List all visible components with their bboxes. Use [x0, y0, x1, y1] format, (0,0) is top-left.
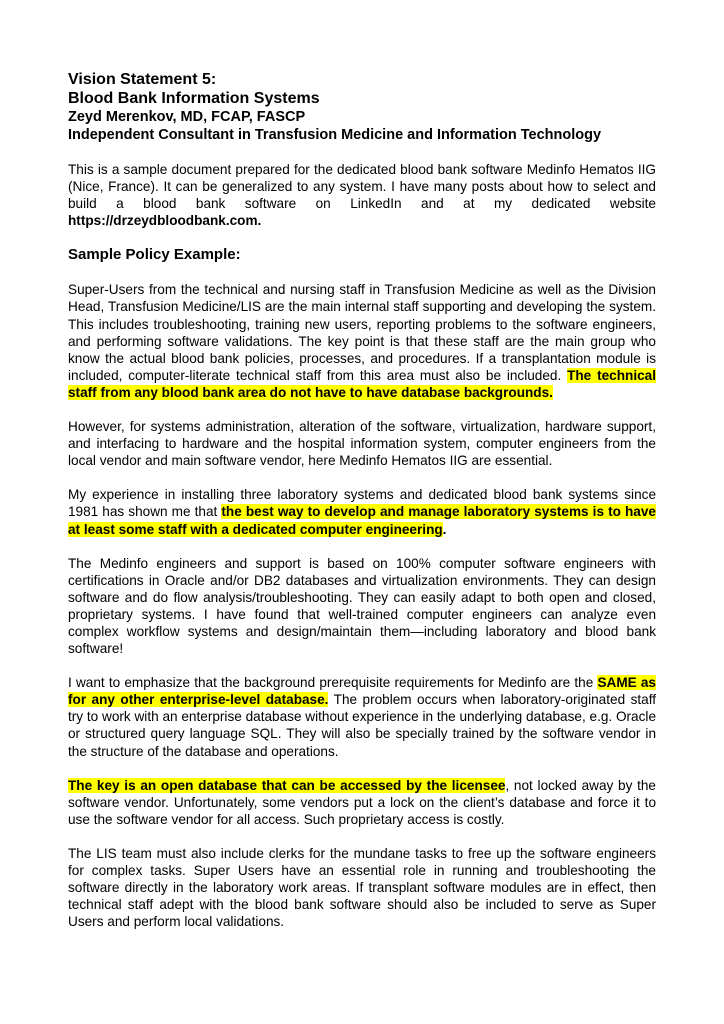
spacer — [68, 828, 656, 845]
spacer — [68, 229, 656, 246]
intro-text: This is a sample document prepared for the dedicated blood bank software Medinfo Hematos IIG (Nice, France). It can be generalized to any system. I have many posts about how to select and build a blood bank software on LinkedIn and at my dedicated website — [68, 162, 656, 212]
paragraph-tail: , not locked away by the software vendor. Unfortunately, some vendors put a lock on the client’s database and force it to use the software vendor for all access. Such proprietary access is costly. — [68, 777, 656, 827]
paragraph-systems-admin: However, for systems administration, alteration of the software, virtualization, hardware support, and interfacing to hardware and the hospital information system, computer engineers from the local vendor and main software vendor, here Medinfo Hematos IIG are essential. — [68, 419, 656, 469]
spacer — [68, 538, 656, 555]
spacer — [68, 264, 656, 281]
spacer — [68, 760, 656, 777]
highlighted-text: the best way to develop and manage laboratory systems is to have at least some staff with a dedicated computer engineering — [68, 504, 656, 537]
paragraph-text: I want to emphasize that the background prerequisite requirements for Medinfo are the — [68, 675, 598, 691]
intro-paragraph — [68, 161, 656, 229]
highlighted-text: The technical staff from any blood bank area do not have to have database backgrounds. — [68, 367, 657, 400]
website-link[interactable]: https://drzeydbloodbank.com. — [68, 213, 262, 229]
spacer — [68, 144, 656, 161]
spacer — [68, 657, 656, 674]
spacer — [68, 469, 656, 486]
section-heading: Sample Policy Example: — [68, 246, 241, 264]
paragraph-text: My experience in installing three laboratory systems and dedicated blood bank systems since 1981 has shown me that — [68, 487, 656, 520]
paragraph-tail: The problem occurs when laboratory-originated staff try to work with an enterprise database without experience in the underlying database, e.g. Oracle or structured query language SQL. They will also be specially trained by the software vendor in the structure of the database and operations. — [68, 692, 657, 759]
paragraph-super-users — [68, 281, 656, 401]
paragraph-tail: . — [442, 521, 447, 537]
author-role: Independent Consultant in Transfusion Medicine and Information Technology — [68, 127, 602, 143]
paragraph-lis-team: The LIS team must also include clerks for the mundane tasks to free up the software engineers for complex tasks. Super Users have an essential role in running and troubleshooting the software directly in the laboratory work areas. If transplant software modules are in effect, then technical staff adept with the blood bank software should also be included to serve as Super Users and perform local validations. — [68, 845, 656, 930]
highlighted-text: SAME as for any other enterprise-level database. — [68, 675, 656, 708]
paragraph-prerequisites — [68, 674, 656, 759]
paragraph-open-database — [68, 777, 656, 828]
highlighted-text: The key is an open database that can be accessed by the licensee — [68, 777, 506, 793]
document-title: Vision Statement 5: — [68, 71, 217, 88]
title-block — [68, 70, 656, 144]
document-page — [68, 70, 656, 930]
author-name: Zeyd Merenkov, MD, FCAP, FASCP — [68, 109, 306, 125]
spacer — [68, 401, 656, 418]
paragraph-experience — [68, 486, 656, 537]
paragraph-medinfo-engineers: The Medinfo engineers and support is based on 100% computer software engineers with certifications in Oracle and/or DB2 databases and virtualization environments. They can design software and do flow analysis/troubleshooting. They can easily adapt to both open and closed, proprietary systems. I have found that well-trained computer engineers can analyze even complex workflow systems and design/maintain them—including laboratory and blood bank software! — [68, 555, 656, 657]
document-subtitle: Blood Bank Information Systems — [68, 90, 320, 107]
paragraph-text: Super-Users from the technical and nursing staff in Transfusion Medicine as well as the Division Head, Transfusion Medicine/LIS are the main internal staff supporting and developing the system. This includes troubleshooting, training new users, reporting problems to the software engineers, and performing software validations. The key point is that these staff are the main group who know the actual blood bank policies, processes, and procedures. If a transplantation module is included, computer-literate technical staff from this area must also be included. — [68, 282, 656, 383]
